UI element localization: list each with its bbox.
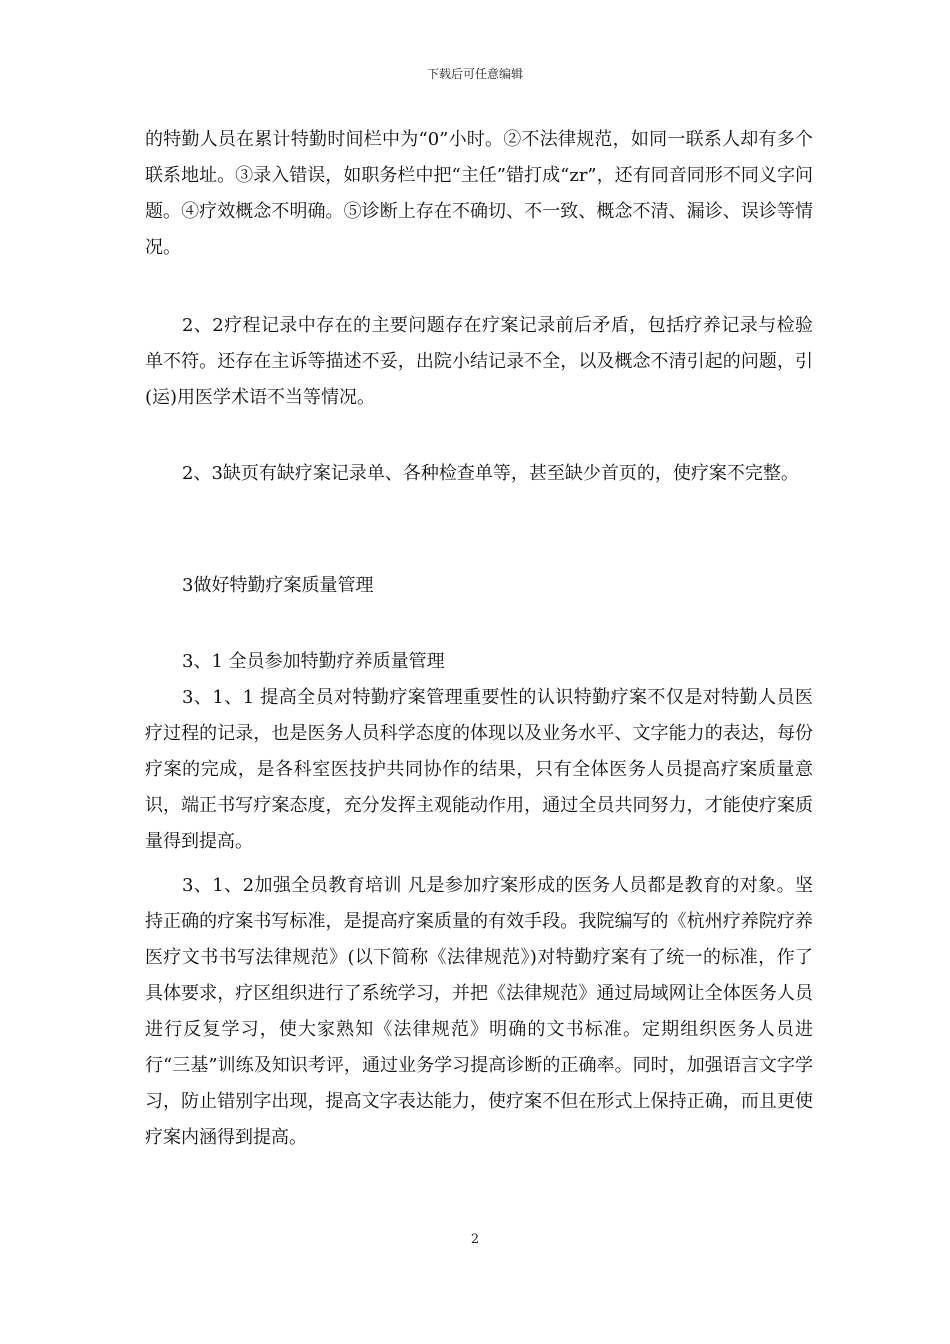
section-heading-3: 3做好特勤疗案质量管理 (182, 575, 374, 596)
paragraph-continued: 的特勤人员在累计特勤时间栏中为“0”小时。②不法律规范，如同一联系人却有多个联系地址。③录入错误，如职务栏中把“主任”错打成“zr”，还有同音同形不同义字问题。④疗效概念不明确。⑤诊断上存在不确切、不一致、概念不清、漏诊、误诊等情况。 (145, 129, 813, 258)
paragraph-3-1-1: 3、1、1 提高全员对特勤疗案管理重要性的认识特勤疗案不仅是对特勤人员医疗过程的记录，也是医务人员科学态度的体现以及业务水平、文字能力的表达，每份疗案的完成，是各科室医技护共同协作的结果，只有全体医务人员提高疗案质量意识，端正书写疗案态度，充分发挥主观能动作用，通过全员共同努力，才能使疗案质量得到提高。 (145, 687, 813, 852)
page-number: 2 (470, 1232, 480, 1247)
paragraph-2-2: 2、2疗程记录中存在的主要问题存在疗案记录前后矛盾，包括疗养记录与检验单不符。还存在主诉等描述不妥，出院小结记录不全，以及概念不清引起的问题，引(运)用医学术语不当等情况。 (145, 315, 813, 408)
paragraph-2-3: 2、3缺页有缺疗案记录单、各种检查单等，甚至缺少首页的，使疗案不完整。 (182, 463, 799, 484)
page-header: 下载后可任意编辑 (426, 67, 523, 81)
paragraph-3-1-2: 3、1、2加强全员教育培训 凡是参加疗案形成的医务人员都是教育的对象。坚持正确的疗案书写标准，是提高疗案质量的有效手段。我院编写的《杭州疗养院疗养医疗文书书写法律规范》(以下简称《法律规范》)对特勤疗案有了统一的标准，作了具体要求，疗区组织进行了系统学习，并把《法律规范》通过局域网让全体医务人员进行反复学习，使大家熟知《法律规范》明确的文书标准。定期组织医务人员进行“三基”训练及知识考评，通过业务学习提高诊断的正确率。同时，加强语言文字学习，防止错别字出现，提高文字表达能力，使疗案不但在形式上保持正确，而且更使疗案内涵得到提高。 (145, 875, 813, 1148)
subsection-heading-3-1: 3、1 全员参加特勤疗养质量管理 (182, 651, 445, 672)
